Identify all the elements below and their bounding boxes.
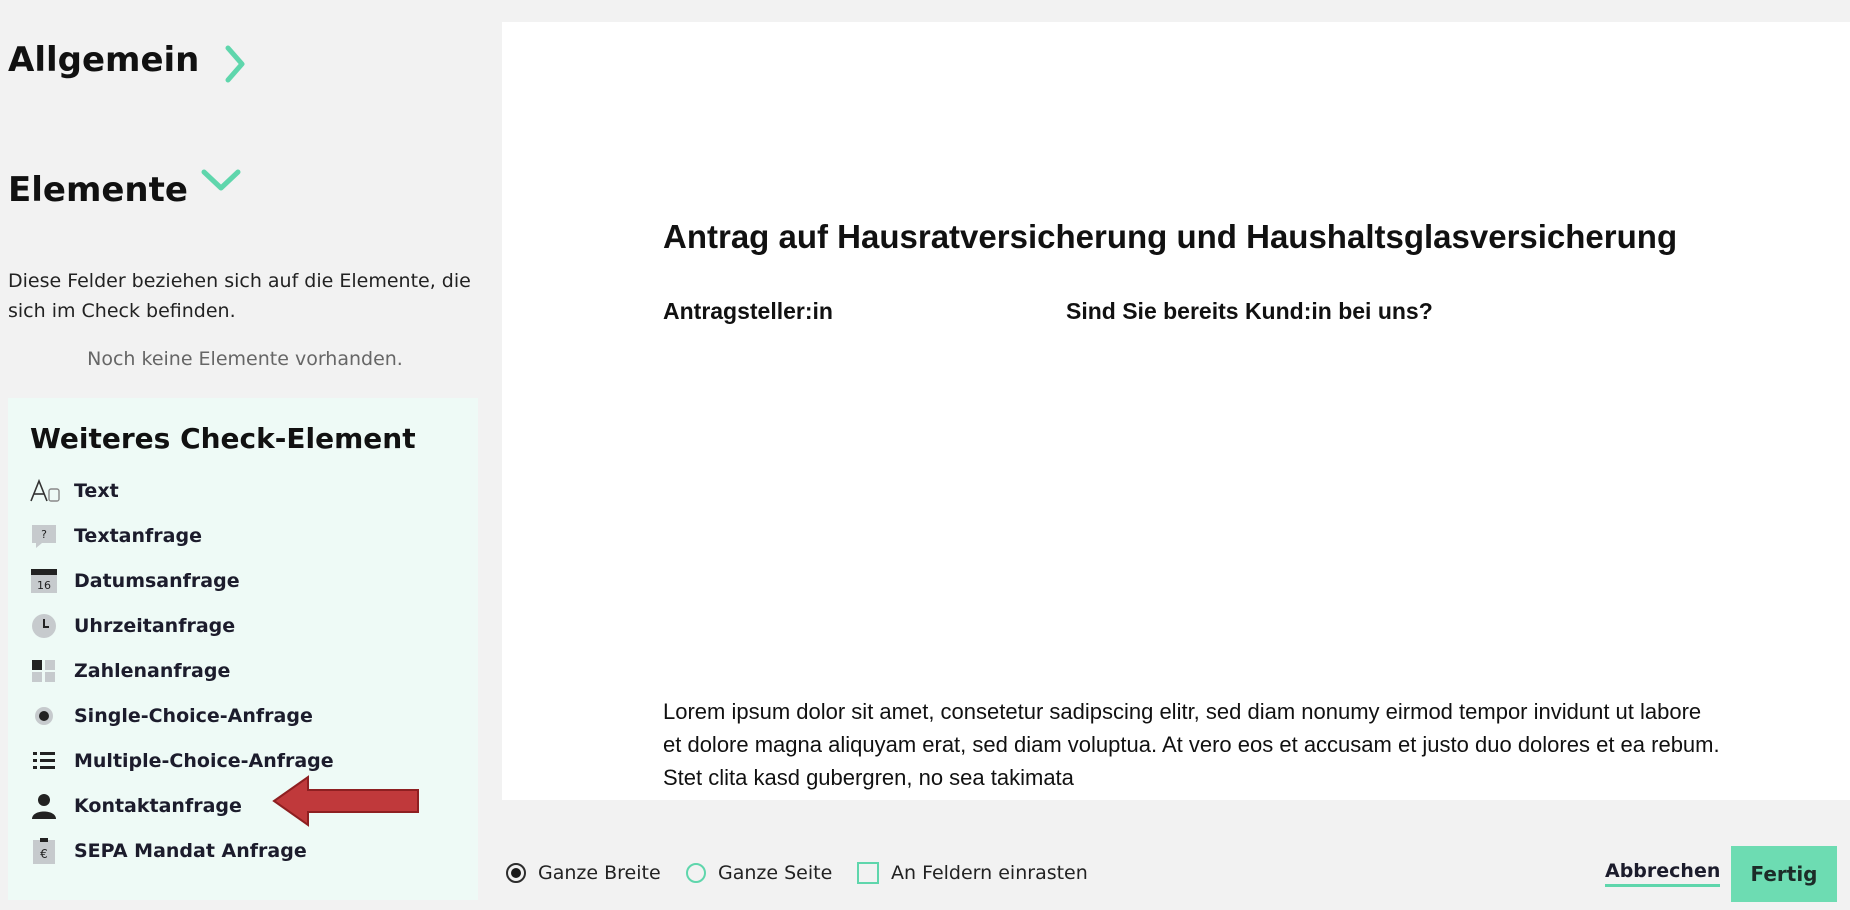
element-item-sepa[interactable] [30,828,334,873]
element-item-text[interactable] [30,468,334,513]
section-allgemein-label: Allgemein [8,40,200,80]
section-allgemein[interactable] [8,40,199,80]
empty-elements-note: Noch keine Elemente vorhanden. [87,348,403,370]
element-item-label: Multiple-Choice-Anfrage [74,749,334,772]
question-bubble-icon [30,522,62,550]
radio-full-width[interactable] [506,863,526,883]
calendar-icon [30,567,62,595]
option-full-width-label: Ganze Breite [538,862,661,884]
chevron-down-icon[interactable] [198,164,244,198]
element-item-uhrzeitanfrage[interactable] [30,603,334,648]
calendar-day: 16 [37,578,51,592]
sidebar [0,0,490,910]
chevron-right-icon[interactable] [220,42,250,86]
option-full-page-label: Ganze Seite [718,862,833,884]
elemente-description: Diese Felder beziehen sich auf die Elemente, die sich im Check befinden. [8,270,471,322]
section-elemente-label: Elemente [8,170,188,210]
list-icon [30,747,62,775]
annotation-arrow-icon [272,774,422,828]
text-icon [30,477,62,505]
element-item-label: Zahlenanfrage [74,659,231,682]
element-item-textanfrage[interactable] [30,513,334,558]
element-item-label: Text [74,479,119,502]
checkbox-snap-fields[interactable] [857,862,879,884]
panel-title: Weiteres Check-Element [30,422,416,455]
document-body-text: Lorem ipsum dolor sit amet, consetetur sadipscing elitr, sed diam nonumy eirmod tempor invidunt ut labore et dolore magna aliquyam erat, sed diam voluptua. At vero eos et accusam et justo duo dolores et ea rebum. Stet clita kasd gubergren, no sea takimata [663,699,1720,790]
bottom-toolbar [502,800,1850,910]
option-full-page[interactable] [686,862,832,884]
element-item-datumsanfrage[interactable] [30,558,334,603]
element-item-label: SEPA Mandat Anfrage [74,839,307,862]
done-button[interactable]: Fertig [1731,846,1837,902]
option-snap-fields-label: An Feldern einrasten [891,862,1088,884]
euro-clipboard-icon [30,837,62,865]
euro-sign: € [40,846,48,861]
element-item-label: Datumsanfrage [74,569,240,592]
cancel-button[interactable]: Abbrechen [1605,860,1720,887]
radio-full-page[interactable] [686,863,706,883]
element-item-zahlenanfrage[interactable] [30,648,334,693]
element-item-single-choice[interactable] [30,693,334,738]
element-item-label: Kontaktanfrage [74,794,242,817]
number-grid-icon [30,657,62,685]
document-title: Antrag auf Hausratversicherung und Haushaltsglasversicherung [663,218,1678,255]
section-elemente[interactable] [8,170,188,210]
question-mark: ? [41,527,47,541]
label-antragsteller: Antragsteller:in [663,298,833,324]
person-icon [30,792,62,820]
element-item-label: Uhrzeitanfrage [74,614,236,637]
option-full-width[interactable] [506,862,661,884]
radio-icon [30,702,62,730]
clock-icon [30,612,62,640]
document-preview[interactable] [502,22,1850,800]
element-item-label: Single-Choice-Anfrage [74,704,313,727]
element-item-label: Textanfrage [74,524,202,547]
label-kunde: Sind Sie bereits Kund:in bei uns? [1066,298,1433,324]
option-snap-fields[interactable] [857,862,1088,884]
